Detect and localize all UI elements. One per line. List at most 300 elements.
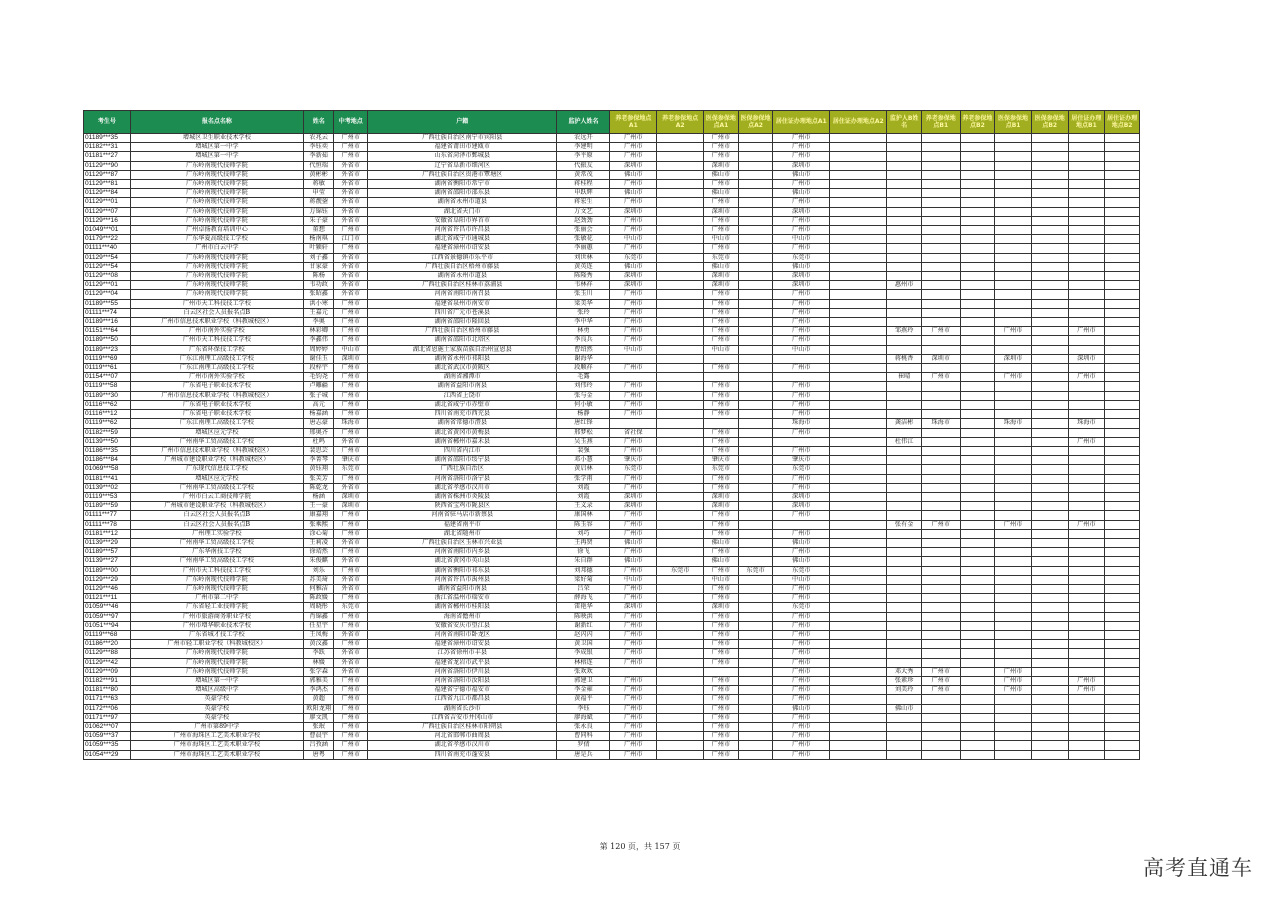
table-cell — [657, 676, 704, 685]
table-cell — [1031, 750, 1068, 759]
table-cell — [995, 308, 1032, 317]
table-cell — [995, 529, 1032, 538]
table-cell — [830, 456, 887, 465]
column-header: 养老参保地点B2 — [960, 111, 995, 134]
table-cell — [1031, 382, 1068, 391]
table-cell: 段梓宇 — [303, 364, 334, 373]
table-cell — [738, 575, 773, 584]
table-cell: 广州市 — [704, 244, 739, 253]
table-cell: 崔晴 — [887, 373, 922, 382]
table-cell: 广州市 — [704, 695, 739, 704]
table-cell — [1031, 308, 1068, 317]
table-cell — [657, 594, 704, 603]
table-cell: 广州市 — [773, 594, 830, 603]
table-cell: 广州市 — [704, 152, 739, 161]
table-cell — [1105, 723, 1140, 732]
table-cell — [887, 483, 922, 492]
table-cell — [738, 400, 773, 409]
table-cell — [960, 520, 995, 529]
table-cell — [995, 704, 1032, 713]
table-cell: 刘巧 — [557, 529, 610, 538]
table-cell — [830, 713, 887, 722]
table-cell — [1105, 391, 1140, 400]
table-cell — [1068, 391, 1105, 400]
table-body — [84, 134, 1140, 760]
table-cell — [1031, 465, 1068, 474]
table-cell: 湖北省黄冈市黄梅县 — [368, 428, 557, 437]
table-cell: 谢海华 — [557, 354, 610, 363]
table-cell: 01129***87 — [84, 170, 131, 179]
table-cell — [887, 594, 922, 603]
table-cell: 毛钧尧 — [303, 373, 334, 382]
table-cell — [1031, 621, 1068, 630]
table-cell: 安徽省阜阳市界首市 — [368, 216, 557, 225]
table-cell — [738, 253, 773, 262]
table-cell: 广州市 — [704, 318, 739, 327]
table-cell — [1068, 474, 1105, 483]
table-cell: 湖南省邵阳市隆回县 — [368, 318, 557, 327]
table-cell: 广州市 — [921, 676, 960, 685]
table-cell — [1105, 483, 1140, 492]
table-cell — [887, 143, 922, 152]
table-cell — [1068, 382, 1105, 391]
table-cell — [1031, 134, 1068, 143]
table-cell — [738, 676, 773, 685]
table-cell: 江西省上饶市 — [368, 391, 557, 400]
table-cell: 广州市旅游商务职业学校 — [130, 612, 303, 621]
table-cell — [887, 207, 922, 216]
table-cell: 01111***74 — [84, 308, 131, 317]
table-cell — [738, 723, 773, 732]
table-cell — [1105, 492, 1140, 501]
table-cell: 广州市 — [334, 318, 368, 327]
table-cell: 佛山市 — [773, 170, 830, 179]
table-cell — [921, 161, 960, 170]
table-cell: 肇庆市 — [610, 456, 657, 465]
table-cell: 广州市信息技术职业学校（科教城校区） — [130, 318, 303, 327]
table-cell — [1031, 704, 1068, 713]
table-cell — [657, 695, 704, 704]
column-header: 监护人B姓名 — [887, 111, 922, 134]
table-cell — [1105, 557, 1140, 566]
table-cell — [738, 456, 773, 465]
table-cell — [738, 621, 773, 630]
table-cell — [887, 391, 922, 400]
table-cell: 蒋桂程 — [557, 180, 610, 189]
column-header: 居住证办理地点B1 — [1068, 111, 1105, 134]
table-cell: 肇庆市 — [334, 456, 368, 465]
table-cell: 广州市 — [773, 198, 830, 207]
table-cell — [657, 327, 704, 336]
table-cell — [738, 584, 773, 593]
table-cell: 甘家豪 — [303, 262, 334, 271]
table-cell: 陈政媛 — [303, 594, 334, 603]
table-cell: 广州市 — [334, 640, 368, 649]
table-cell: 广州南华工贸高级技工学校 — [130, 483, 303, 492]
table-cell — [921, 226, 960, 235]
table-cell — [887, 658, 922, 667]
table-cell: 东莞市 — [738, 566, 773, 575]
table-cell: 广州市 — [773, 364, 830, 373]
table-row — [84, 658, 1140, 667]
table-cell — [704, 373, 739, 382]
table-cell: 佛山市 — [773, 189, 830, 198]
table-cell — [995, 207, 1032, 216]
column-header: 监护人姓名 — [557, 111, 610, 134]
table-cell — [995, 244, 1032, 253]
table-cell — [1031, 630, 1068, 639]
table-cell: 01129***54 — [84, 253, 131, 262]
table-row — [84, 437, 1140, 446]
table-cell: 康国林 — [557, 511, 610, 520]
table-cell — [1031, 437, 1068, 446]
table-cell: 河南省驻马店市新蔡县 — [368, 511, 557, 520]
table-row — [84, 713, 1140, 722]
table-cell: 广州市 — [921, 327, 960, 336]
table-cell — [1068, 612, 1105, 621]
table-cell — [995, 548, 1032, 557]
table-cell: 东莞市 — [704, 465, 739, 474]
table-cell — [830, 244, 887, 253]
table-cell: 杨南琪 — [303, 235, 334, 244]
table-cell: 广州市 — [610, 327, 657, 336]
table-cell — [657, 612, 704, 621]
table-cell — [657, 649, 704, 658]
table-cell: 万锦钰 — [303, 207, 334, 216]
table-cell — [887, 695, 922, 704]
table-cell — [1068, 253, 1105, 262]
table-cell — [887, 750, 922, 759]
table-cell — [921, 428, 960, 437]
table-cell — [1068, 364, 1105, 373]
table-cell: 外省市 — [334, 290, 368, 299]
table-cell — [657, 391, 704, 400]
table-cell — [1031, 336, 1068, 345]
table-cell — [887, 529, 922, 538]
table-cell — [830, 603, 887, 612]
table-cell — [1105, 750, 1140, 759]
table-cell: 河南省南阳市内乡县 — [368, 548, 557, 557]
table-cell: 广州市 — [334, 750, 368, 759]
table-cell — [960, 198, 995, 207]
table-row — [84, 244, 1140, 253]
table-cell — [657, 474, 704, 483]
table-cell: 佛山市 — [704, 189, 739, 198]
table-cell — [1105, 308, 1140, 317]
table-cell: 深圳市 — [773, 161, 830, 170]
table-cell: 深圳市 — [773, 207, 830, 216]
table-cell — [921, 437, 960, 446]
table-cell — [1105, 262, 1140, 271]
table-cell: 辽宁省阜新市细河区 — [368, 161, 557, 170]
table-cell — [1105, 594, 1140, 603]
table-cell: 湖南省邵阳市北塔区 — [368, 336, 557, 345]
table-cell: 江西省九江市都昌县 — [368, 695, 557, 704]
table-cell — [657, 373, 704, 382]
page-number: 第 120 页，共 157 页 — [599, 842, 681, 851]
table-cell: 01129***29 — [84, 575, 131, 584]
table-cell — [1105, 152, 1140, 161]
table-cell: 陈隆秀 — [557, 272, 610, 281]
table-cell: 广州市 — [334, 713, 368, 722]
table-row — [84, 216, 1140, 225]
table-cell — [1031, 345, 1068, 354]
table-cell: 01189***16 — [84, 318, 131, 327]
table-cell: 湖南省衡阳市常宁市 — [368, 180, 557, 189]
table-cell: 河北省邯郸市曲周县 — [368, 732, 557, 741]
table-cell: 01129***54 — [84, 262, 131, 271]
table-cell: 广州市 — [334, 336, 368, 345]
table-cell: 代恒瑞 — [303, 161, 334, 170]
table-cell — [738, 180, 773, 189]
table-cell: 张学甫 — [557, 474, 610, 483]
table-row — [84, 400, 1140, 409]
table-cell — [1105, 456, 1140, 465]
table-cell: 广东岭南现代技师学院 — [130, 575, 303, 584]
table-cell: 郭雅美 — [303, 676, 334, 685]
table-cell — [960, 483, 995, 492]
table-cell — [921, 750, 960, 759]
table-cell: 佛山市 — [773, 704, 830, 713]
table-row — [84, 575, 1140, 584]
table-cell — [1068, 750, 1105, 759]
table-cell — [1031, 327, 1068, 336]
table-cell: 江西省景德镇市乐平市 — [368, 253, 557, 262]
table-cell — [921, 152, 960, 161]
table-cell — [1105, 520, 1140, 529]
table-cell — [1068, 695, 1105, 704]
table-cell: 涂心菊 — [303, 529, 334, 538]
table-cell — [960, 308, 995, 317]
table-cell — [960, 566, 995, 575]
table-cell — [921, 713, 960, 722]
table-cell — [1105, 695, 1140, 704]
table-cell — [921, 511, 960, 520]
table-cell: 广州市 — [773, 686, 830, 695]
table-cell — [1031, 456, 1068, 465]
table-cell — [995, 152, 1032, 161]
table-row — [84, 704, 1140, 713]
table-cell — [921, 538, 960, 547]
table-cell: 广州市 — [773, 640, 830, 649]
table-cell: 申莹 — [303, 189, 334, 198]
table-cell: 广州市 — [773, 226, 830, 235]
table-cell — [657, 529, 704, 538]
table-cell: 01171***63 — [84, 695, 131, 704]
table-cell: 李中华 — [557, 318, 610, 327]
table-cell — [830, 529, 887, 538]
table-cell: 广州市 — [704, 437, 739, 446]
table-cell: 深圳市 — [704, 492, 739, 501]
table-cell — [887, 382, 922, 391]
table-cell — [995, 456, 1032, 465]
table-cell: 广州市 — [995, 667, 1032, 676]
table-cell — [960, 410, 995, 419]
table-cell: 佛山市 — [704, 262, 739, 271]
table-cell: 广州市 — [610, 364, 657, 373]
table-cell: 裴强 — [557, 446, 610, 455]
table-cell — [887, 732, 922, 741]
table-cell — [887, 492, 922, 501]
table-cell: 外省市 — [334, 649, 368, 658]
table-cell: 广州市 — [773, 511, 830, 520]
table-cell: 广州市 — [334, 566, 368, 575]
table-cell: 张与金 — [557, 391, 610, 400]
table-cell — [960, 529, 995, 538]
table-cell: 广州市 — [610, 566, 657, 575]
table-cell: 01181***41 — [84, 474, 131, 483]
table-cell — [738, 446, 773, 455]
table-cell — [1068, 134, 1105, 143]
table-cell: 福建省莆田市建瓯市 — [368, 143, 557, 152]
table-cell — [921, 603, 960, 612]
table-cell: 河南省许昌市禹州县 — [368, 575, 557, 584]
table-cell: 广州市 — [704, 704, 739, 713]
table-cell: 杜伟江 — [887, 437, 922, 446]
table-cell: 四川省内江市 — [368, 446, 557, 455]
table-cell: 王义录 — [557, 502, 610, 511]
table-cell — [657, 382, 704, 391]
table-cell — [657, 658, 704, 667]
table-cell: 广州市 — [704, 446, 739, 455]
table-cell: 广州市 — [773, 290, 830, 299]
table-cell: 湖南省永州市道县 — [368, 198, 557, 207]
table-cell: 01062***07 — [84, 723, 131, 732]
table-cell — [657, 281, 704, 290]
table-cell: 广州市 — [773, 180, 830, 189]
table-cell — [1105, 189, 1140, 198]
table-cell: 李钰 — [557, 704, 610, 713]
table-cell: 张丽会 — [557, 226, 610, 235]
table-cell — [830, 640, 887, 649]
table-cell — [1031, 603, 1068, 612]
table-cell: 深圳市 — [704, 281, 739, 290]
table-cell — [960, 603, 995, 612]
table-cell — [960, 713, 995, 722]
table-cell: 01129***01 — [84, 198, 131, 207]
table-cell — [960, 575, 995, 584]
table-cell — [921, 318, 960, 327]
table-cell — [960, 170, 995, 179]
table-cell: 广州市 — [704, 410, 739, 419]
table-cell — [1031, 520, 1068, 529]
column-header: 考生号 — [84, 111, 131, 134]
table-row — [84, 667, 1140, 676]
table-cell — [1105, 290, 1140, 299]
table-cell — [1105, 428, 1140, 437]
table-cell: 唐粤 — [303, 750, 334, 759]
table-cell — [887, 465, 922, 474]
table-cell: 深圳市 — [610, 492, 657, 501]
table-row — [84, 465, 1140, 474]
table-cell: 广州市 — [610, 134, 657, 143]
table-cell: 陈玉容 — [557, 520, 610, 529]
table-cell: 深圳市 — [610, 603, 657, 612]
table-cell — [657, 290, 704, 299]
table-cell: 外省市 — [334, 630, 368, 639]
table-cell — [830, 658, 887, 667]
table-cell — [960, 281, 995, 290]
table-cell: 深圳市 — [773, 281, 830, 290]
table-cell — [738, 134, 773, 143]
table-cell — [830, 492, 887, 501]
table-cell — [995, 630, 1032, 639]
table-cell — [738, 520, 773, 529]
table-cell — [773, 354, 830, 363]
table-cell: 01119***69 — [84, 354, 131, 363]
table-cell: 湖南省常德市澧县 — [368, 419, 557, 428]
table-cell: 广州市 — [334, 612, 368, 621]
table-cell — [887, 575, 922, 584]
table-cell — [921, 189, 960, 198]
table-cell — [1068, 235, 1105, 244]
admission-table — [83, 110, 1140, 760]
table-cell: 广州市 — [995, 686, 1032, 695]
table-cell: 唐红锋 — [557, 419, 610, 428]
table-cell: 陈映洪 — [557, 612, 610, 621]
table-cell: 广州市 — [334, 226, 368, 235]
table-cell — [830, 667, 887, 676]
table-cell: 韦功政 — [303, 281, 334, 290]
table-cell — [1031, 713, 1068, 722]
table-cell — [960, 695, 995, 704]
table-cell: 广州市 — [610, 483, 657, 492]
table-cell: 裴思芸 — [303, 446, 334, 455]
table-cell: 广东岭南现代技师学院 — [130, 262, 303, 271]
table-cell: 广州市 — [610, 584, 657, 593]
table-cell — [657, 189, 704, 198]
table-cell: 广东岭南现代技师学院 — [130, 658, 303, 667]
table-cell: 广州市 — [610, 612, 657, 621]
table-cell: 广州市天工科技技工学校 — [130, 566, 303, 575]
table-cell: 广州市 — [773, 713, 830, 722]
table-cell: 广州市 — [610, 244, 657, 253]
table-cell — [738, 732, 773, 741]
table-cell: 外省市 — [334, 483, 368, 492]
table-cell — [657, 492, 704, 501]
table-cell — [921, 474, 960, 483]
table-cell — [830, 400, 887, 409]
table-cell — [1031, 511, 1068, 520]
table-cell: 01111***77 — [84, 511, 131, 520]
table-cell: 广州市 — [334, 686, 368, 695]
table-cell — [1105, 216, 1140, 225]
table-cell — [960, 667, 995, 676]
table-cell: 湖南省邵阳市绥宁县 — [368, 456, 557, 465]
table-cell — [1068, 290, 1105, 299]
table-row — [84, 446, 1140, 455]
table-cell: 01059***37 — [84, 732, 131, 741]
table-cell: 佛山市 — [773, 262, 830, 271]
table-cell — [1068, 502, 1105, 511]
table-cell — [657, 336, 704, 345]
table-cell — [1031, 428, 1068, 437]
table-cell — [995, 538, 1032, 547]
table-cell: 01186***20 — [84, 640, 131, 649]
table-cell — [1068, 244, 1105, 253]
table-cell — [738, 548, 773, 557]
table-cell: 佛山市 — [610, 538, 657, 547]
table-cell — [995, 584, 1032, 593]
table-cell: 广东省轻工业技师学院 — [130, 603, 303, 612]
table-cell: 珠海市 — [334, 419, 368, 428]
table-cell: 东莞市 — [657, 566, 704, 575]
table-cell: 海南省儋州市 — [368, 612, 557, 621]
table-cell: 深圳市 — [995, 354, 1032, 363]
table-cell — [830, 281, 887, 290]
table-cell: 湖北省随州市 — [368, 529, 557, 538]
table-cell — [995, 621, 1032, 630]
